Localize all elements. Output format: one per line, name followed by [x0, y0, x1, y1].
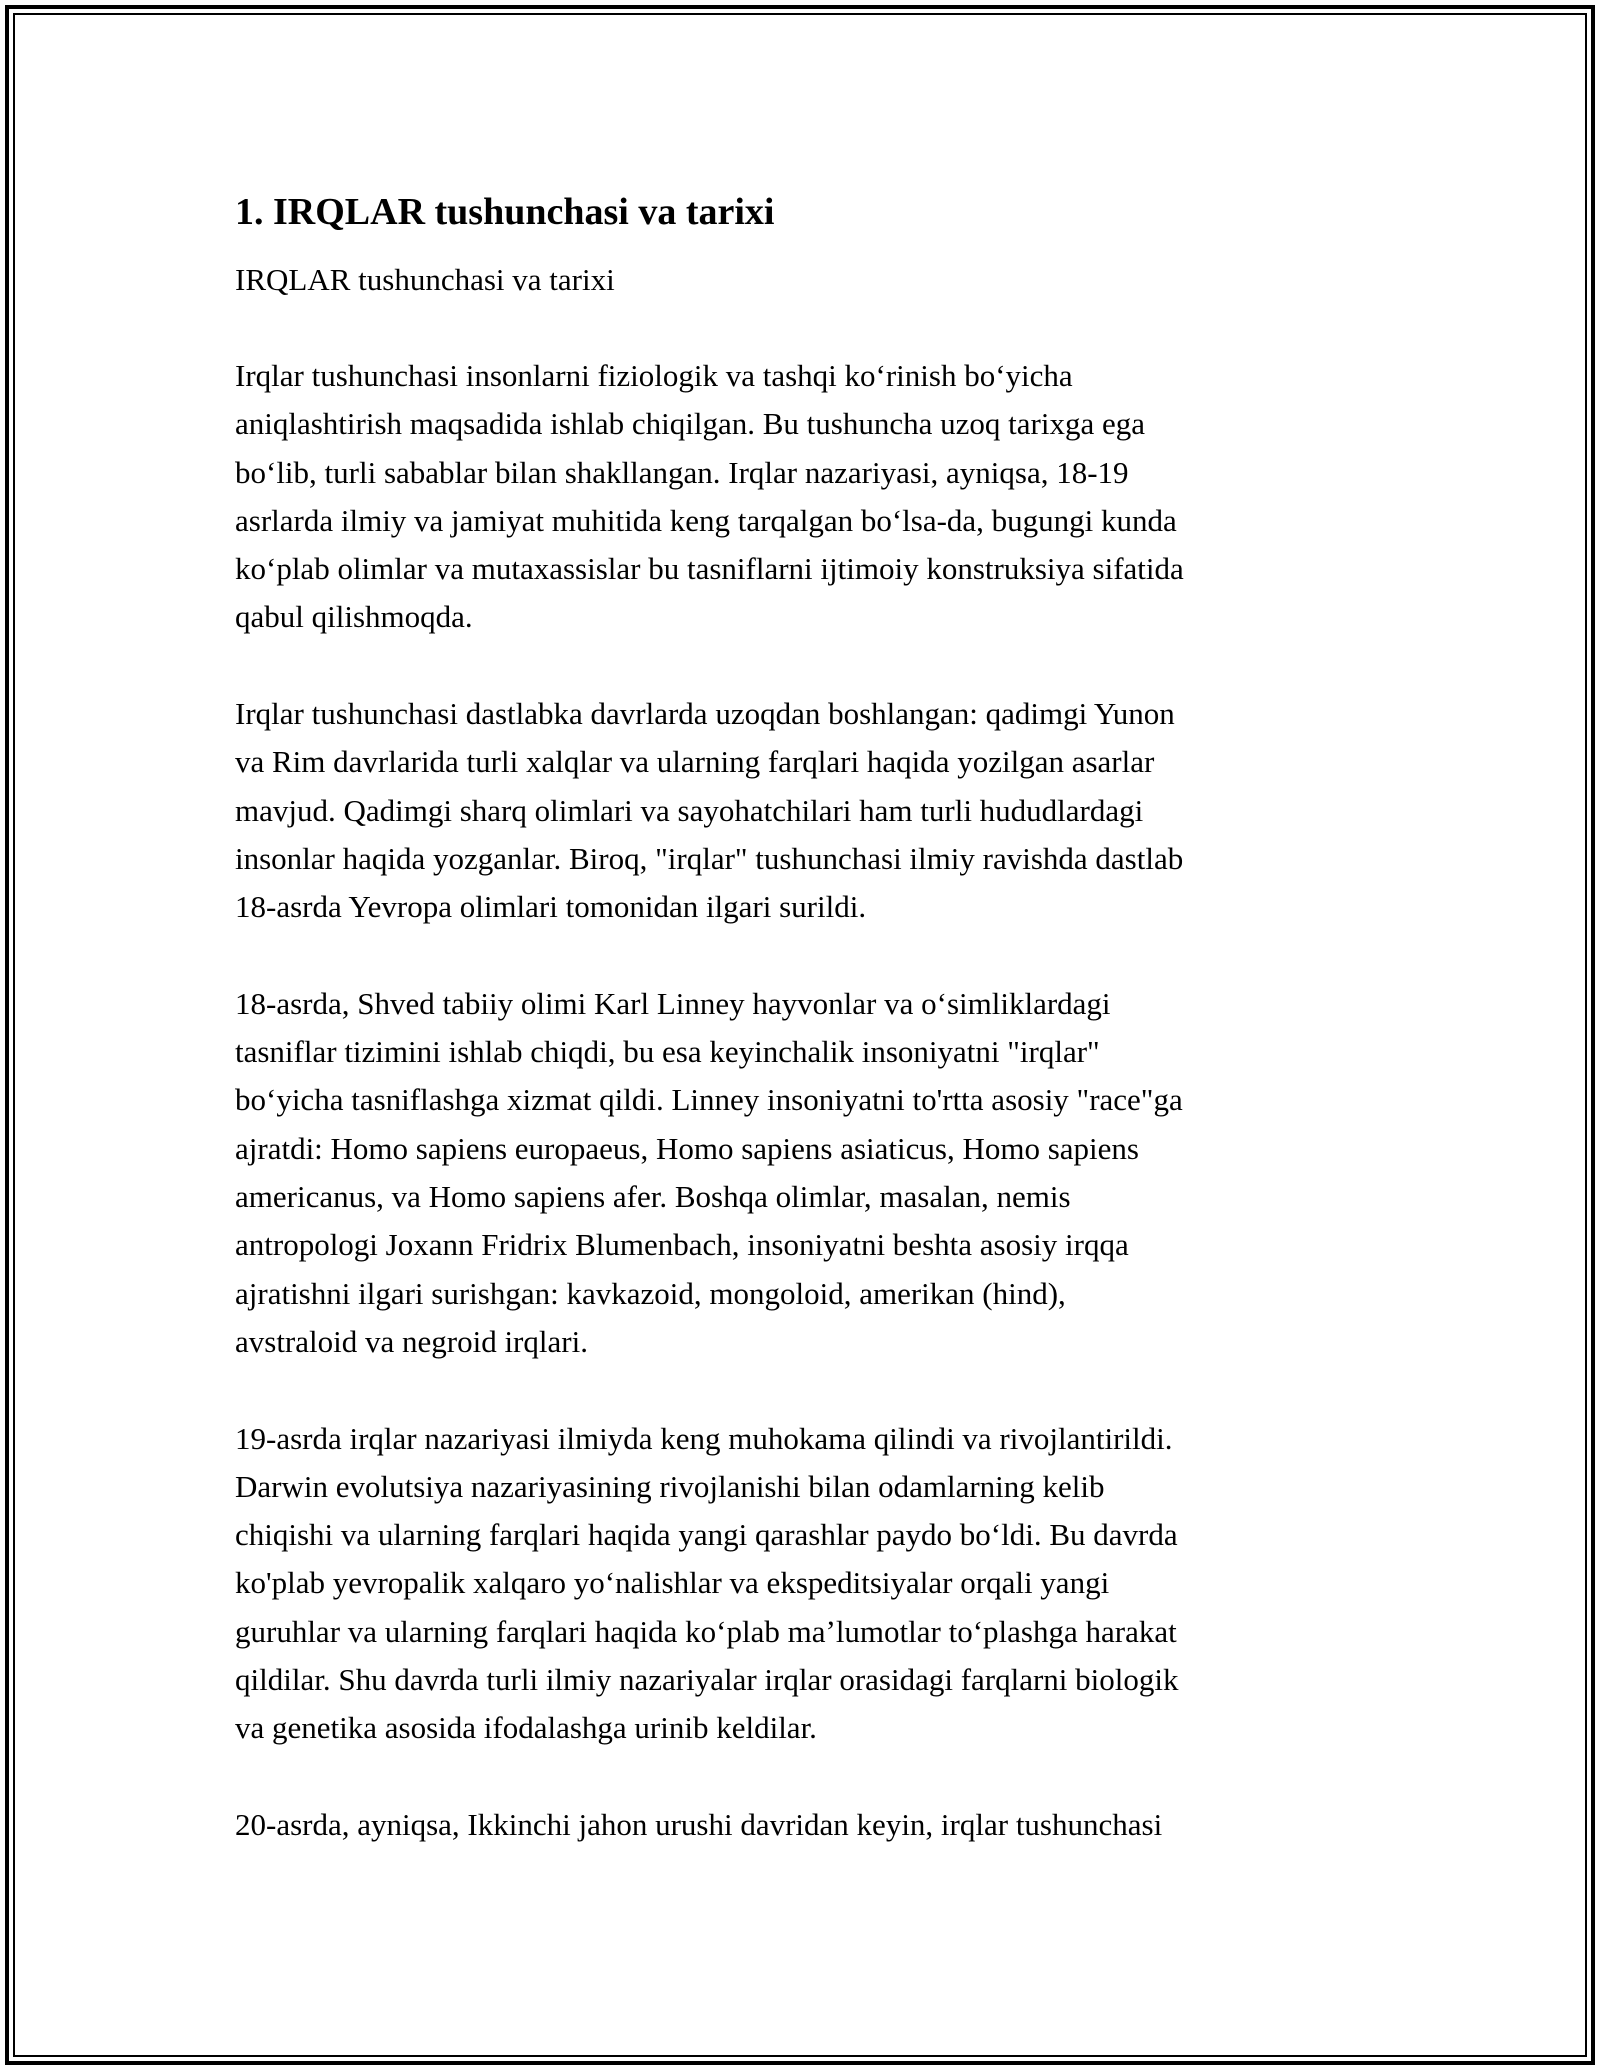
text-line: qabul qilishmoqda.	[235, 599, 473, 635]
section-heading: 1. IRQLAR tushunchasi va tarixi	[235, 191, 775, 233]
text-line: ko'plab yevropalik xalqaro yoʻnalishlar va ekspeditsiyalar orqali yangi	[235, 1565, 1110, 1601]
text-line: chiqishi va ularning farqlari haqida yangi qarashlar paydo boʻldi. Bu davrda	[235, 1517, 1178, 1553]
text-line: mavjud. Qadimgi sharq olimlari va sayohatchilari ham turli hududlardagi	[235, 792, 1144, 828]
text-line: tasniflar tizimini ishlab chiqdi, bu esa keyinchalik insoniyatni "irqlar"	[235, 1034, 1100, 1070]
text-line: 18-asrda, Shved tabiiy olimi Karl Linney hayvonlar va oʻsimliklardagi	[235, 985, 1111, 1021]
text-line: antropologi Joxann Fridrix Blumenbach, insoniyatni beshta asosiy irqqa	[235, 1227, 1129, 1263]
text-line: 19-asrda irqlar nazariyasi ilmiyda keng muhokama qilindi va rivojlantirildi.	[235, 1420, 1173, 1456]
text-line: koʻplab olimlar va mutaxassislar bu tasniflarni ijtimoiy konstruksiya sifatida	[235, 551, 1184, 587]
text-line: ajratdi: Homo sapiens europaeus, Homo sapiens asiaticus, Homo sapiens	[235, 1130, 1139, 1166]
text-line: va Rim davrlarida turli xalqlar va ularning farqlari haqida yozilgan asarlar	[235, 744, 1155, 780]
paragraph	[235, 980, 1365, 1366]
text-line: boʻyicha tasniflashga xizmat qildi. Linney insoniyatni to'rtta asosiy "race"ga	[235, 1082, 1183, 1118]
text-line: Irqlar tushunchasi dastlabka davrlarda uzoqdan boshlangan: qadimgi Yunon	[235, 696, 1175, 732]
text-line: 20-asrda, ayniqsa, Ikkinchi jahon urushi davridan keyin, irqlar tushunchasi	[235, 1806, 1163, 1842]
text-line: 18-asrda Yevropa olimlari tomonidan ilgari surildi.	[235, 889, 867, 925]
paragraph	[235, 1801, 1365, 1849]
text-line: avstraloid va negroid irqlari.	[235, 1323, 588, 1359]
text-line: Irqlar tushunchasi insonlarni fiziologik va tashqi koʻrinish boʻyicha	[235, 358, 1073, 393]
paragraph	[235, 690, 1365, 931]
section-subtitle: IRQLAR tushunchasi va tarixi	[235, 262, 615, 297]
text-line: Darwin evolutsiya nazariyasining rivojlanishi bilan odamlarning kelib	[235, 1468, 1105, 1504]
text-line: americanus, va Homo sapiens afer. Boshqa olimlar, masalan, nemis	[235, 1179, 1071, 1215]
text-line: ajratishni ilgari surishgan: kavkazoid, mongoloid, amerikan (hind),	[235, 1275, 1066, 1311]
text-line: guruhlar va ularning farqlari haqida koʻplab maʼlumotlar toʻplashga harakat	[235, 1613, 1177, 1649]
text-line: qildilar. Shu davrda turli ilmiy nazariyalar irqlar orasidagi farqlarni biologik	[235, 1662, 1179, 1698]
paragraph	[235, 352, 1365, 642]
text-line: aniqlashtirish maqsadida ishlab chiqilgan. Bu tushuncha uzoq tarixga ega	[235, 406, 1145, 442]
text-line: va genetika asosida ifodalashga urinib keldilar.	[235, 1710, 817, 1746]
text-line: asrlarda ilmiy va jamiyat muhitida keng tarqalgan boʻlsa-da, bugungi kunda	[235, 502, 1177, 538]
paragraph	[235, 1415, 1365, 1753]
text-line: insonlar haqida yozganlar. Biroq, "irqlar" tushunchasi ilmiy ravishda dastlab	[235, 840, 1184, 876]
text-line: boʻlib, turli sabablar bilan shakllangan. Irqlar nazariyasi, ayniqsa, 18-19	[235, 454, 1129, 490]
document-body	[235, 188, 1365, 1898]
